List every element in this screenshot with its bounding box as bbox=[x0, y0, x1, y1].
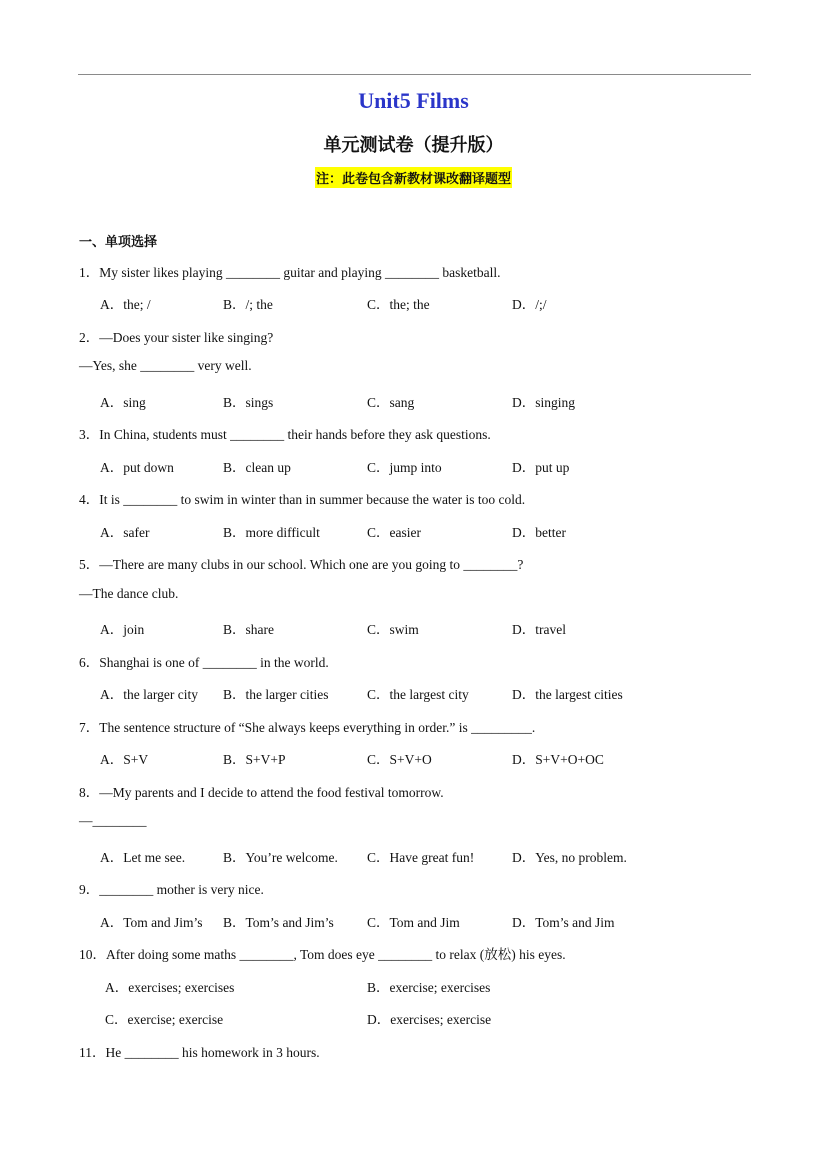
option-b[interactable]: B．the larger cities bbox=[223, 687, 329, 702]
option-b[interactable]: B．clean up bbox=[223, 460, 291, 475]
option-b[interactable]: B．share bbox=[223, 622, 274, 637]
question-8-reply: —________ bbox=[79, 813, 147, 828]
option-b[interactable]: B．more difficult bbox=[223, 525, 320, 540]
page-subtitle: 单元测试卷（提升版） bbox=[323, 135, 504, 156]
question-5: 5．—There are many clubs in our school. Which one are you going to ________? bbox=[79, 557, 524, 572]
option-c[interactable]: C．swim bbox=[367, 622, 419, 637]
option-b[interactable]: B．S+V+P bbox=[223, 752, 286, 767]
option-b[interactable]: B．exercise; exercises bbox=[367, 980, 491, 995]
option-c[interactable]: C．sang bbox=[367, 395, 415, 410]
option-d[interactable]: D．better bbox=[512, 525, 566, 540]
option-c[interactable]: C．the largest city bbox=[367, 687, 469, 702]
option-b[interactable]: B．/; the bbox=[223, 297, 273, 312]
option-d[interactable]: D．S+V+O+OC bbox=[512, 752, 604, 767]
question-2: 2．—Does your sister like singing? bbox=[79, 330, 274, 345]
option-c[interactable]: C．exercise; exercise bbox=[105, 1012, 224, 1027]
option-d[interactable]: D．the largest cities bbox=[512, 687, 623, 702]
option-a[interactable]: A．the larger city bbox=[100, 687, 198, 702]
options-4 bbox=[100, 521, 760, 539]
option-b[interactable]: B．Tom’s and Jim’s bbox=[223, 915, 334, 930]
question-2-reply: —Yes, she ________ very well. bbox=[79, 358, 252, 373]
note-wrap bbox=[0, 167, 827, 188]
option-d[interactable]: D．exercises; exercise bbox=[367, 1012, 492, 1027]
option-a[interactable]: A．the; / bbox=[100, 297, 151, 312]
option-a[interactable]: A．safer bbox=[100, 525, 150, 540]
option-d[interactable]: D．travel bbox=[512, 622, 566, 637]
option-a[interactable]: A．join bbox=[100, 622, 145, 637]
highlight-note: 注：此卷包含新教材课改翻译题型 bbox=[315, 167, 512, 188]
option-a[interactable]: A．put down bbox=[100, 460, 174, 475]
option-d[interactable]: D．/;/ bbox=[512, 297, 547, 312]
option-c[interactable]: C．Tom and Jim bbox=[367, 915, 460, 930]
question-7: 7．The sentence structure of “She always keeps everything in order.” is _________. bbox=[79, 720, 536, 735]
options-10-row1 bbox=[100, 976, 760, 994]
question-1: 1．My sister likes playing ________ guitar and playing ________ basketball. bbox=[79, 265, 501, 280]
section-heading: 一、单项选择 bbox=[79, 235, 158, 250]
option-d[interactable]: D．Tom’s and Jim bbox=[512, 915, 615, 930]
option-a[interactable]: A．sing bbox=[100, 395, 146, 410]
question-11: 11．He ________ his homework in 3 hours. bbox=[79, 1045, 320, 1060]
options-2 bbox=[100, 391, 760, 409]
question-6: 6．Shanghai is one of ________ in the world. bbox=[79, 655, 329, 670]
question-8: 8．—My parents and I decide to attend the food festival tomorrow. bbox=[79, 785, 444, 800]
options-10-row2 bbox=[100, 1008, 760, 1026]
option-b[interactable]: B．You’re welcome. bbox=[223, 850, 338, 865]
option-d[interactable]: D．singing bbox=[512, 395, 576, 410]
option-c[interactable]: C．easier bbox=[367, 525, 421, 540]
question-3: 3．In China, students must ________ their hands before they ask questions. bbox=[79, 427, 491, 442]
options-6 bbox=[100, 683, 760, 701]
options-9 bbox=[100, 911, 760, 929]
options-5 bbox=[100, 618, 760, 636]
option-a[interactable]: A．S+V bbox=[100, 752, 149, 767]
option-c[interactable]: C．the; the bbox=[367, 297, 430, 312]
header-rule bbox=[78, 74, 751, 75]
options-8 bbox=[100, 846, 760, 864]
option-a[interactable]: A．exercises; exercises bbox=[105, 980, 235, 995]
option-b[interactable]: B．sings bbox=[223, 395, 274, 410]
question-9: 9．________ mother is very nice. bbox=[79, 882, 264, 897]
option-a[interactable]: A．Tom and Jim’s bbox=[100, 915, 203, 930]
question-5-reply: —The dance club. bbox=[79, 586, 179, 601]
options-7 bbox=[100, 748, 760, 766]
option-d[interactable]: D．Yes, no problem. bbox=[512, 850, 627, 865]
option-a[interactable]: A．Let me see. bbox=[100, 850, 186, 865]
question-10: 10．After doing some maths ________, Tom does eye ________ to relax (放松) his eyes. bbox=[79, 947, 566, 962]
option-d[interactable]: D．put up bbox=[512, 460, 570, 475]
page-title: Unit5 Films bbox=[358, 88, 469, 113]
question-4: 4．It is ________ to swim in winter than in summer because the water is too cold. bbox=[79, 492, 526, 507]
options-3 bbox=[100, 456, 760, 474]
options-1 bbox=[100, 293, 760, 311]
option-c[interactable]: C．S+V+O bbox=[367, 752, 432, 767]
option-c[interactable]: C．jump into bbox=[367, 460, 442, 475]
option-c[interactable]: C．Have great fun! bbox=[367, 850, 475, 865]
